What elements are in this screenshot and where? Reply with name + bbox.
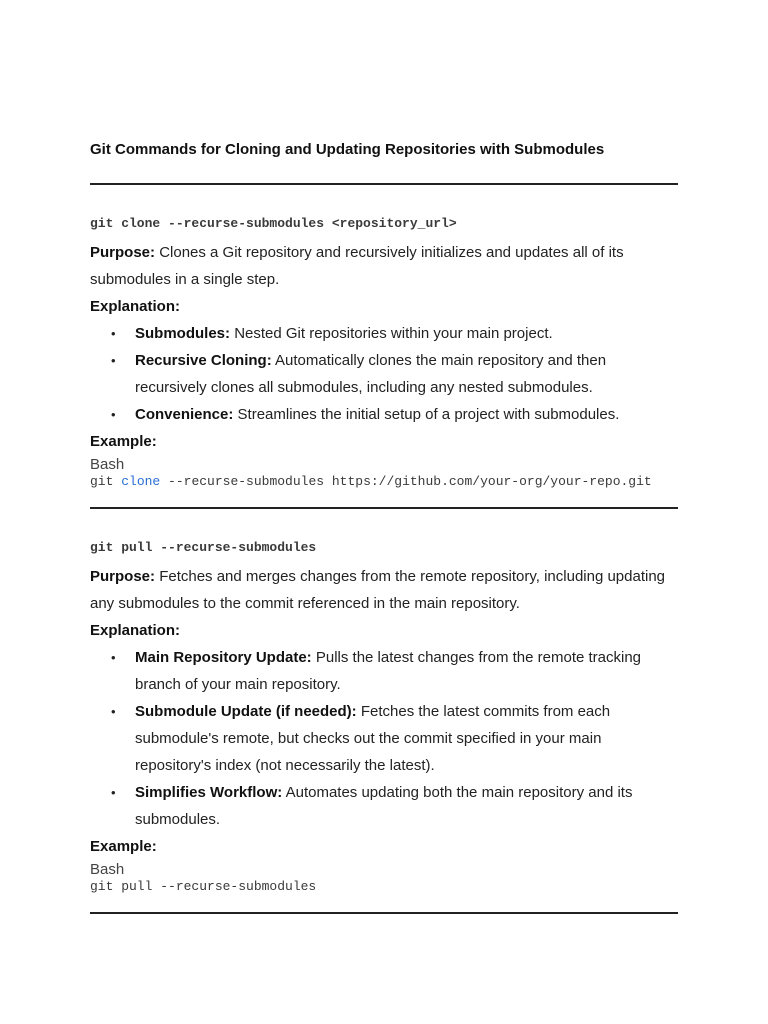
purpose-label: Purpose:	[90, 568, 156, 585]
code-prefix: git pull --recurse-submodules	[90, 879, 317, 894]
purpose-paragraph	[90, 563, 678, 617]
example-label: Example:	[90, 838, 157, 855]
bullet-icon: •	[111, 353, 116, 368]
command-section	[90, 540, 678, 895]
purpose-text: Clones a Git repository and recursively initializes and updates all of its submodules in a single step.	[90, 244, 624, 288]
document-title: Git Commands for Cloning and Updating Repositories with Submodules	[90, 141, 605, 158]
code-keyword: clone	[121, 474, 161, 489]
point-term: Submodule Update (if needed):	[135, 703, 357, 720]
list-item	[90, 644, 678, 698]
list-item	[90, 401, 678, 428]
bullet-icon: •	[111, 704, 116, 719]
point-term: Submodules:	[135, 325, 231, 342]
code-block	[90, 878, 678, 895]
command-heading: git pull --recurse-submodules	[90, 540, 317, 555]
command-section	[90, 216, 678, 490]
purpose-text: Fetches and merges changes from the remote repository, including updating any submodules to the commit referenced in the main repository.	[90, 568, 666, 612]
divider	[90, 183, 678, 185]
purpose-label: Purpose:	[90, 244, 156, 261]
code-language-label: Bash	[90, 861, 125, 878]
explanation-list	[90, 320, 678, 428]
point-text: Pulls the latest changes from the remote tracking branch of your main repository.	[135, 649, 642, 693]
divider	[90, 507, 678, 509]
example-label: Example:	[90, 433, 157, 450]
point-text: Nested Git repositories within your main project.	[234, 325, 553, 342]
bullet-icon: •	[111, 407, 116, 422]
point-text: Fetches the latest commits from each submodule's remote, but checks out the commit specified in your main repository's index (not necessarily the latest).	[135, 703, 611, 774]
point-text: Automates updating both the main repository and its submodules.	[135, 784, 633, 828]
list-item	[90, 347, 678, 401]
point-term: Main Repository Update:	[135, 649, 312, 666]
list-item	[90, 320, 678, 347]
bullet-icon: •	[111, 785, 116, 800]
point-text: Streamlines the initial setup of a project with submodules.	[237, 406, 620, 423]
point-text: Automatically clones the main repository and then recursively clones all submodules, including any nested submodules.	[135, 352, 607, 396]
point-term: Simplifies Workflow:	[135, 784, 283, 801]
point-term: Convenience:	[135, 406, 234, 423]
list-item	[90, 779, 678, 833]
bullet-icon: •	[111, 650, 116, 665]
code-prefix: git	[90, 474, 122, 489]
divider	[90, 912, 678, 914]
point-term: Recursive Cloning:	[135, 352, 272, 369]
purpose-paragraph	[90, 239, 678, 293]
explanation-label: Explanation:	[90, 298, 181, 315]
command-heading: git clone --recurse-submodules <repository_url>	[90, 216, 457, 231]
code-language-label: Bash	[90, 456, 125, 473]
code-rest: --recurse-submodules https://github.com/your-org/your-repo.git	[160, 474, 652, 489]
explanation-list	[90, 644, 678, 833]
list-item	[90, 698, 678, 779]
code-block	[90, 473, 678, 490]
bullet-icon: •	[111, 326, 116, 341]
explanation-label: Explanation:	[90, 622, 181, 639]
